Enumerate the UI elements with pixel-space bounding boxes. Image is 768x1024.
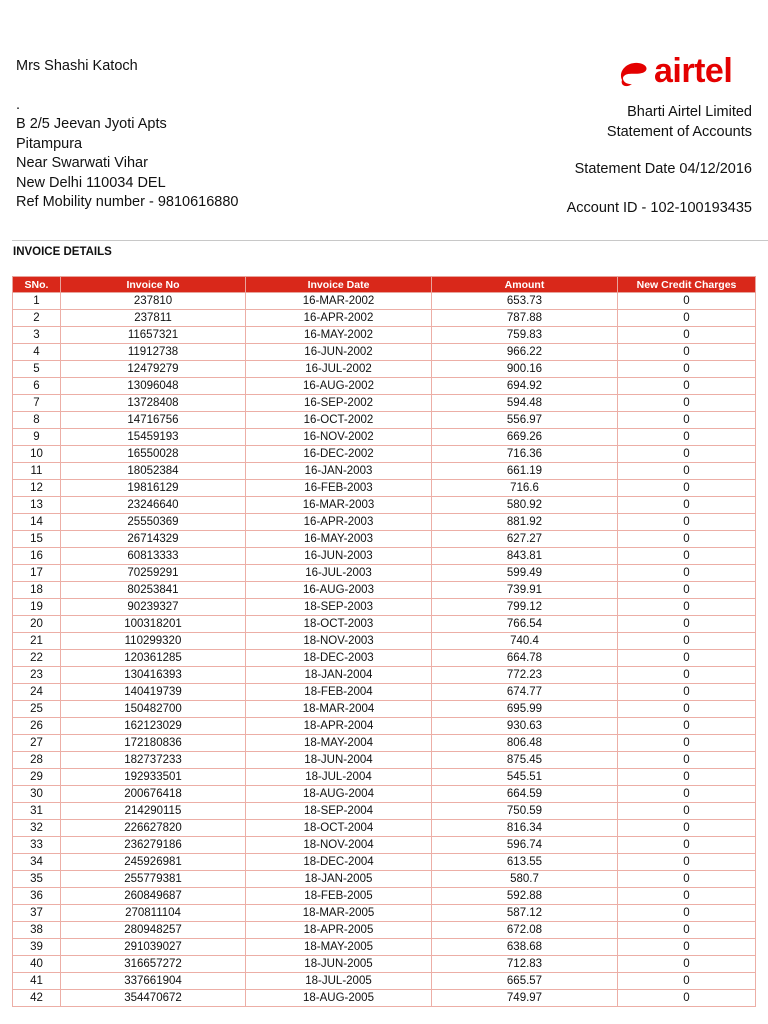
cell-invoice-date: 18-NOV-2004 (246, 837, 432, 854)
cell-invoice-no: 270811104 (61, 905, 246, 922)
table-row (13, 956, 756, 973)
cell-new-credit-charges: 0 (618, 718, 756, 735)
cell-new-credit-charges: 0 (618, 344, 756, 361)
table-row (13, 446, 756, 463)
cell-sno: 11 (13, 463, 61, 480)
cell-new-credit-charges: 0 (618, 956, 756, 973)
cell-invoice-no: 110299320 (61, 633, 246, 650)
cell-invoice-no: 19816129 (61, 480, 246, 497)
cell-invoice-no: 237810 (61, 293, 246, 310)
cell-sno: 24 (13, 684, 61, 701)
cell-invoice-date: 18-DEC-2004 (246, 854, 432, 871)
cell-new-credit-charges: 0 (618, 565, 756, 582)
cell-sno: 34 (13, 854, 61, 871)
cell-amount: 599.49 (432, 565, 618, 582)
airtel-wordmark: airtel (654, 52, 733, 90)
cell-invoice-date: 18-FEB-2004 (246, 684, 432, 701)
table-row (13, 667, 756, 684)
address-city: New Delhi 110034 DEL (16, 174, 166, 191)
cell-new-credit-charges: 0 (618, 293, 756, 310)
cell-invoice-date: 16-MAY-2003 (246, 531, 432, 548)
company-name: Bharti Airtel Limited (627, 104, 752, 120)
cell-new-credit-charges: 0 (618, 480, 756, 497)
cell-invoice-no: 11657321 (61, 327, 246, 344)
col-header-invoice-date: Invoice Date (246, 277, 432, 293)
table-row (13, 973, 756, 990)
table-row (13, 514, 756, 531)
cell-invoice-no: 291039027 (61, 939, 246, 956)
cell-invoice-date: 16-NOV-2002 (246, 429, 432, 446)
cell-sno: 27 (13, 735, 61, 752)
cell-sno: 40 (13, 956, 61, 973)
cell-invoice-date: 18-NOV-2003 (246, 633, 432, 650)
cell-amount: 716.36 (432, 446, 618, 463)
cell-amount: 799.12 (432, 599, 618, 616)
table-row (13, 820, 756, 837)
cell-new-credit-charges: 0 (618, 310, 756, 327)
cell-amount: 674.77 (432, 684, 618, 701)
cell-amount: 627.27 (432, 531, 618, 548)
cell-new-credit-charges: 0 (618, 531, 756, 548)
cell-invoice-date: 16-FEB-2003 (246, 480, 432, 497)
divider (12, 240, 768, 241)
cell-invoice-no: 120361285 (61, 650, 246, 667)
col-header-new-credit-charges: New Credit Charges (618, 277, 756, 293)
cell-invoice-date: 18-MAR-2005 (246, 905, 432, 922)
table-row (13, 701, 756, 718)
col-header-sno: SNo. (13, 277, 61, 293)
cell-amount: 580.92 (432, 497, 618, 514)
table-row (13, 565, 756, 582)
cell-invoice-date: 18-JUL-2004 (246, 769, 432, 786)
cell-new-credit-charges: 0 (618, 599, 756, 616)
cell-new-credit-charges: 0 (618, 412, 756, 429)
cell-amount: 749.97 (432, 990, 618, 1007)
table-row (13, 922, 756, 939)
cell-amount: 881.92 (432, 514, 618, 531)
cell-sno: 20 (13, 616, 61, 633)
cell-new-credit-charges: 0 (618, 786, 756, 803)
cell-invoice-no: 13096048 (61, 378, 246, 395)
cell-sno: 16 (13, 548, 61, 565)
cell-new-credit-charges: 0 (618, 990, 756, 1007)
cell-amount: 669.26 (432, 429, 618, 446)
cell-invoice-date: 16-JUN-2002 (246, 344, 432, 361)
table-row (13, 293, 756, 310)
cell-invoice-date: 16-JAN-2003 (246, 463, 432, 480)
cell-invoice-no: 316657272 (61, 956, 246, 973)
cell-new-credit-charges: 0 (618, 922, 756, 939)
cell-invoice-date: 18-FEB-2005 (246, 888, 432, 905)
table-row (13, 769, 756, 786)
cell-amount: 759.83 (432, 327, 618, 344)
cell-invoice-no: 260849687 (61, 888, 246, 905)
cell-invoice-date: 16-MAR-2003 (246, 497, 432, 514)
table-row (13, 888, 756, 905)
cell-new-credit-charges: 0 (618, 429, 756, 446)
cell-sno: 4 (13, 344, 61, 361)
cell-amount: 596.74 (432, 837, 618, 854)
cell-invoice-no: 172180836 (61, 735, 246, 752)
cell-invoice-no: 255779381 (61, 871, 246, 888)
cell-amount: 772.23 (432, 667, 618, 684)
cell-invoice-date: 16-MAR-2002 (246, 293, 432, 310)
cell-new-credit-charges: 0 (618, 514, 756, 531)
cell-sno: 15 (13, 531, 61, 548)
cell-invoice-date: 16-SEP-2002 (246, 395, 432, 412)
cell-sno: 9 (13, 429, 61, 446)
cell-sno: 38 (13, 922, 61, 939)
cell-invoice-date: 16-AUG-2002 (246, 378, 432, 395)
cell-new-credit-charges: 0 (618, 616, 756, 633)
cell-sno: 7 (13, 395, 61, 412)
cell-amount: 638.68 (432, 939, 618, 956)
cell-sno: 25 (13, 701, 61, 718)
cell-sno: 12 (13, 480, 61, 497)
cell-invoice-date: 18-DEC-2003 (246, 650, 432, 667)
cell-amount: 900.16 (432, 361, 618, 378)
cell-sno: 2 (13, 310, 61, 327)
cell-invoice-no: 80253841 (61, 582, 246, 599)
cell-amount: 594.48 (432, 395, 618, 412)
cell-new-credit-charges: 0 (618, 752, 756, 769)
cell-invoice-no: 236279186 (61, 837, 246, 854)
cell-invoice-no: 200676418 (61, 786, 246, 803)
customer-address (16, 57, 238, 213)
table-row (13, 378, 756, 395)
cell-sno: 5 (13, 361, 61, 378)
cell-invoice-no: 12479279 (61, 361, 246, 378)
cell-invoice-no: 162123029 (61, 718, 246, 735)
cell-amount: 664.78 (432, 650, 618, 667)
cell-invoice-no: 182737233 (61, 752, 246, 769)
cell-amount: 875.45 (432, 752, 618, 769)
cell-amount: 930.63 (432, 718, 618, 735)
cell-sno: 23 (13, 667, 61, 684)
table-row (13, 327, 756, 344)
cell-new-credit-charges: 0 (618, 395, 756, 412)
cell-invoice-date: 18-SEP-2004 (246, 803, 432, 820)
table-row (13, 480, 756, 497)
table-row (13, 752, 756, 769)
cell-sno: 39 (13, 939, 61, 956)
cell-new-credit-charges: 0 (618, 361, 756, 378)
cell-sno: 6 (13, 378, 61, 395)
cell-amount: 740.4 (432, 633, 618, 650)
cell-sno: 8 (13, 412, 61, 429)
cell-sno: 18 (13, 582, 61, 599)
cell-sno: 35 (13, 871, 61, 888)
table-row (13, 582, 756, 599)
cell-amount: 750.59 (432, 803, 618, 820)
cell-invoice-no: 25550369 (61, 514, 246, 531)
cell-invoice-date: 18-MAR-2004 (246, 701, 432, 718)
cell-sno: 41 (13, 973, 61, 990)
cell-amount: 592.88 (432, 888, 618, 905)
cell-new-credit-charges: 0 (618, 939, 756, 956)
cell-amount: 545.51 (432, 769, 618, 786)
section-title: INVOICE DETAILS (13, 246, 112, 258)
cell-new-credit-charges: 0 (618, 378, 756, 395)
table-row (13, 990, 756, 1007)
cell-new-credit-charges: 0 (618, 701, 756, 718)
cell-new-credit-charges: 0 (618, 820, 756, 837)
cell-new-credit-charges: 0 (618, 582, 756, 599)
table-row (13, 463, 756, 480)
cell-invoice-no: 26714329 (61, 531, 246, 548)
cell-invoice-no: 100318201 (61, 616, 246, 633)
cell-sno: 30 (13, 786, 61, 803)
cell-amount: 739.91 (432, 582, 618, 599)
cell-sno: 42 (13, 990, 61, 1007)
cell-sno: 1 (13, 293, 61, 310)
cell-sno: 22 (13, 650, 61, 667)
cell-new-credit-charges: 0 (618, 684, 756, 701)
cell-invoice-date: 16-JUL-2003 (246, 565, 432, 582)
cell-new-credit-charges: 0 (618, 735, 756, 752)
cell-invoice-date: 18-APR-2004 (246, 718, 432, 735)
address-line-3: Near Swarwati Vihar (16, 155, 148, 171)
cell-amount: 587.12 (432, 905, 618, 922)
cell-amount: 766.54 (432, 616, 618, 633)
cell-new-credit-charges: 0 (618, 871, 756, 888)
cell-invoice-date: 16-APR-2002 (246, 310, 432, 327)
cell-amount: 816.34 (432, 820, 618, 837)
table-row (13, 803, 756, 820)
cell-invoice-date: 16-APR-2003 (246, 514, 432, 531)
table-row (13, 395, 756, 412)
cell-invoice-date: 18-MAY-2004 (246, 735, 432, 752)
cell-sno: 28 (13, 752, 61, 769)
table-row (13, 905, 756, 922)
cell-new-credit-charges: 0 (618, 497, 756, 514)
cell-invoice-date: 18-JUN-2005 (246, 956, 432, 973)
cell-amount: 695.99 (432, 701, 618, 718)
cell-invoice-date: 16-AUG-2003 (246, 582, 432, 599)
cell-invoice-no: 70259291 (61, 565, 246, 582)
cell-invoice-date: 18-AUG-2004 (246, 786, 432, 803)
cell-invoice-date: 16-JUL-2002 (246, 361, 432, 378)
cell-amount: 580.7 (432, 871, 618, 888)
cell-sno: 19 (13, 599, 61, 616)
cell-amount: 665.57 (432, 973, 618, 990)
cell-amount: 806.48 (432, 735, 618, 752)
cell-invoice-date: 18-JAN-2005 (246, 871, 432, 888)
cell-amount: 613.55 (432, 854, 618, 871)
cell-invoice-no: 245926981 (61, 854, 246, 871)
cell-new-credit-charges: 0 (618, 888, 756, 905)
customer-name: Mrs Shashi Katoch (16, 58, 138, 74)
cell-invoice-no: 280948257 (61, 922, 246, 939)
cell-invoice-no: 11912738 (61, 344, 246, 361)
cell-invoice-no: 214290115 (61, 803, 246, 820)
cell-sno: 3 (13, 327, 61, 344)
cell-invoice-date: 16-MAY-2002 (246, 327, 432, 344)
table-row (13, 412, 756, 429)
table-row (13, 497, 756, 514)
cell-invoice-date: 18-JAN-2004 (246, 667, 432, 684)
table-row (13, 871, 756, 888)
cell-amount: 966.22 (432, 344, 618, 361)
cell-invoice-date: 18-APR-2005 (246, 922, 432, 939)
cell-invoice-date: 18-JUN-2004 (246, 752, 432, 769)
cell-invoice-no: 18052384 (61, 463, 246, 480)
cell-sno: 36 (13, 888, 61, 905)
table-row (13, 718, 756, 735)
airtel-logo (616, 52, 752, 94)
cell-amount: 672.08 (432, 922, 618, 939)
cell-invoice-no: 226627820 (61, 820, 246, 837)
invoice-table (12, 276, 756, 1007)
table-row (13, 531, 756, 548)
cell-new-credit-charges: 0 (618, 650, 756, 667)
cell-invoice-date: 18-OCT-2003 (246, 616, 432, 633)
table-row (13, 939, 756, 956)
table-row (13, 735, 756, 752)
table-row (13, 344, 756, 361)
cell-invoice-date: 18-MAY-2005 (246, 939, 432, 956)
table-row (13, 361, 756, 378)
table-row (13, 650, 756, 667)
cell-invoice-no: 23246640 (61, 497, 246, 514)
cell-sno: 10 (13, 446, 61, 463)
cell-new-credit-charges: 0 (618, 837, 756, 854)
cell-amount: 694.92 (432, 378, 618, 395)
cell-amount: 843.81 (432, 548, 618, 565)
address-line-2: Pitampura (16, 135, 83, 152)
cell-invoice-date: 18-JUL-2005 (246, 973, 432, 990)
cell-amount: 556.97 (432, 412, 618, 429)
table-row (13, 429, 756, 446)
table-row (13, 616, 756, 633)
cell-new-credit-charges: 0 (618, 548, 756, 565)
table-row (13, 599, 756, 616)
cell-sno: 32 (13, 820, 61, 837)
cell-invoice-no: 13728408 (61, 395, 246, 412)
col-header-amount: Amount (432, 277, 618, 293)
cell-amount: 716.6 (432, 480, 618, 497)
cell-new-credit-charges: 0 (618, 327, 756, 344)
cell-sno: 33 (13, 837, 61, 854)
cell-sno: 13 (13, 497, 61, 514)
cell-invoice-no: 90239327 (61, 599, 246, 616)
cell-amount: 653.73 (432, 293, 618, 310)
cell-invoice-no: 15459193 (61, 429, 246, 446)
cell-sno: 29 (13, 769, 61, 786)
table-row (13, 548, 756, 565)
cell-new-credit-charges: 0 (618, 633, 756, 650)
col-header-invoice-no: Invoice No (61, 277, 246, 293)
cell-invoice-date: 18-OCT-2004 (246, 820, 432, 837)
table-row (13, 837, 756, 854)
cell-amount: 787.88 (432, 310, 618, 327)
cell-invoice-no: 192933501 (61, 769, 246, 786)
address-line-1: B 2/5 Jeevan Jyoti Apts (16, 116, 167, 132)
account-id: Account ID - 102-100193435 (566, 200, 752, 216)
document-type: Statement of Accounts (606, 124, 752, 140)
table-row (13, 633, 756, 650)
cell-new-credit-charges: 0 (618, 973, 756, 990)
cell-sno: 26 (13, 718, 61, 735)
cell-new-credit-charges: 0 (618, 667, 756, 684)
cell-new-credit-charges: 0 (618, 769, 756, 786)
cell-invoice-date: 16-DEC-2002 (246, 446, 432, 463)
cell-invoice-no: 237811 (61, 310, 246, 327)
cell-sno: 17 (13, 565, 61, 582)
table-header-row (13, 277, 756, 293)
table-row (13, 310, 756, 327)
cell-invoice-date: 18-AUG-2005 (246, 990, 432, 1007)
cell-sno: 37 (13, 905, 61, 922)
cell-sno: 14 (13, 514, 61, 531)
address-dot-line: . (16, 96, 21, 113)
cell-sno: 31 (13, 803, 61, 820)
cell-new-credit-charges: 0 (618, 803, 756, 820)
cell-invoice-no: 140419739 (61, 684, 246, 701)
company-block (607, 102, 752, 142)
table-row (13, 786, 756, 803)
ref-mobility-number: Ref Mobility number - 9810616880 (16, 194, 239, 210)
cell-new-credit-charges: 0 (618, 854, 756, 871)
cell-invoice-date: 16-JUN-2003 (246, 548, 432, 565)
cell-invoice-no: 16550028 (61, 446, 246, 463)
table-row (13, 684, 756, 701)
cell-amount: 661.19 (432, 463, 618, 480)
cell-invoice-no: 14716756 (61, 412, 246, 429)
cell-invoice-no: 60813333 (61, 548, 246, 565)
cell-new-credit-charges: 0 (618, 463, 756, 480)
cell-new-credit-charges: 0 (618, 905, 756, 922)
statement-date: Statement Date 04/12/2016 (574, 161, 752, 177)
cell-amount: 712.83 (432, 956, 618, 973)
cell-invoice-no: 130416393 (61, 667, 246, 684)
airtel-swoosh-icon (616, 58, 652, 92)
cell-invoice-no: 337661904 (61, 973, 246, 990)
cell-invoice-no: 150482700 (61, 701, 246, 718)
cell-amount: 664.59 (432, 786, 618, 803)
cell-invoice-no: 354470672 (61, 990, 246, 1007)
cell-invoice-date: 18-SEP-2003 (246, 599, 432, 616)
cell-invoice-date: 16-OCT-2002 (246, 412, 432, 429)
cell-sno: 21 (13, 633, 61, 650)
cell-new-credit-charges: 0 (618, 446, 756, 463)
table-row (13, 854, 756, 871)
